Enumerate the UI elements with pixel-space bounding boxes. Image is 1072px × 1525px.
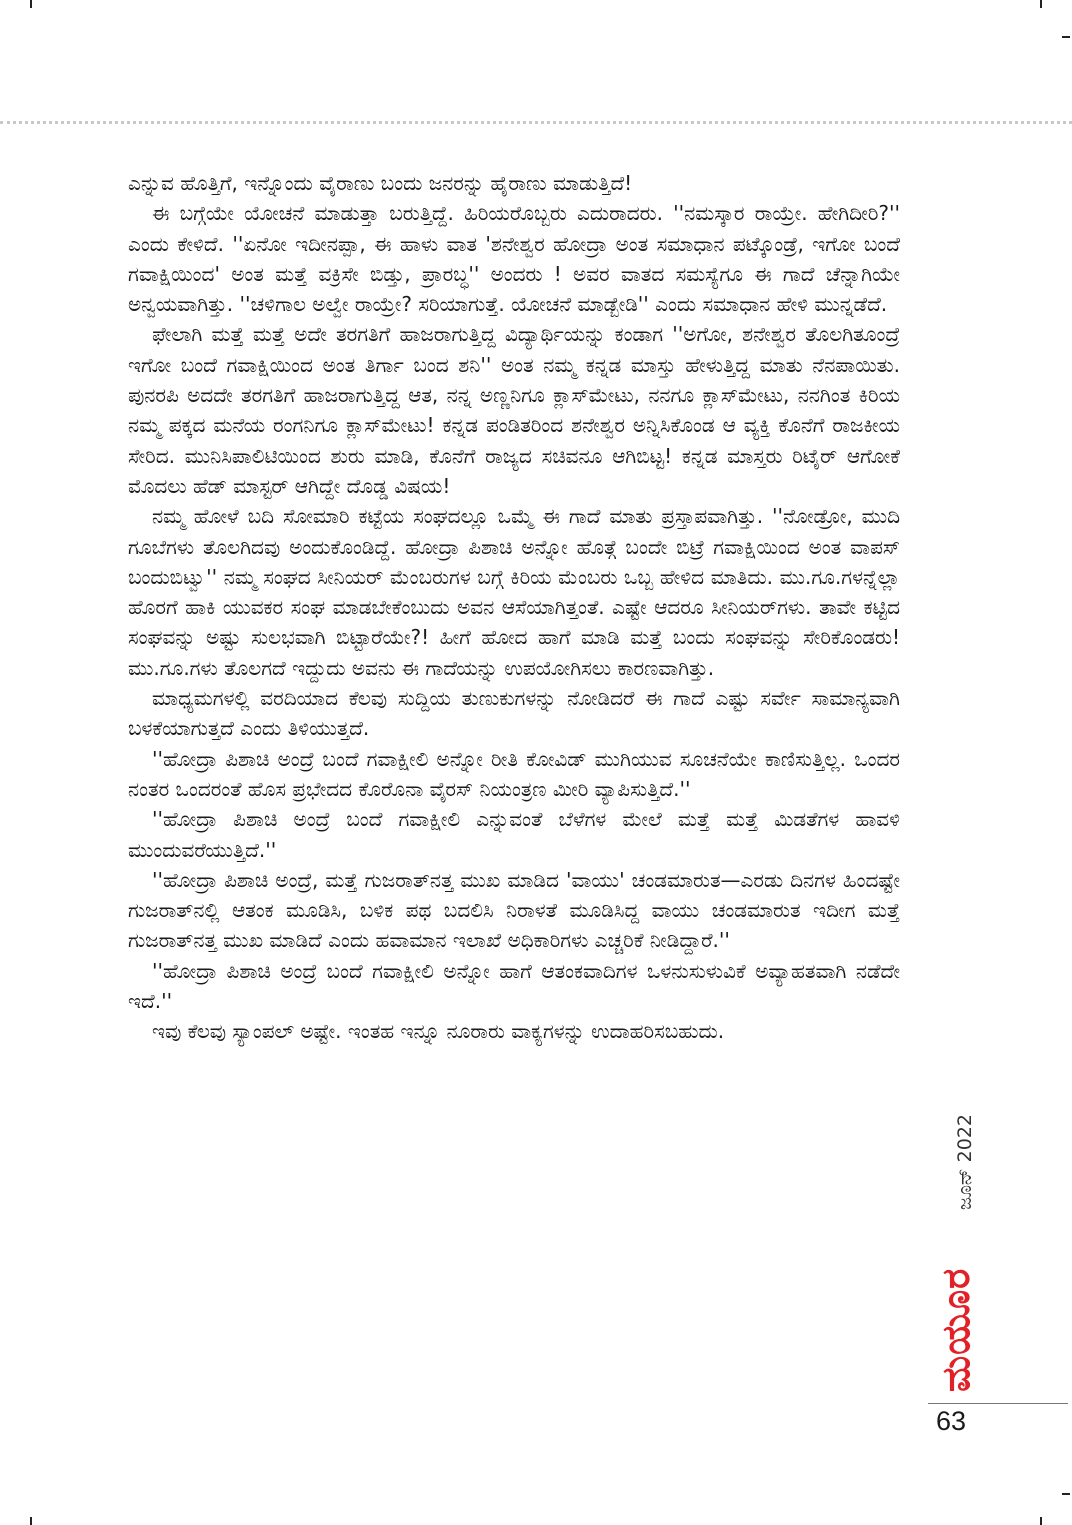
article-paragraph: ಎನ್ನುವ ಹೊತ್ತಿಗೆ, ಇನ್ನೊಂದು ವೈರಾಣು ಬಂದು ಜನರನ್ನು ಹೈರಾಣು ಮಾಡುತ್ತಿದೆ! (128, 171, 633, 195)
page-number: 63 (936, 1406, 967, 1436)
crop-mark-right-lower (1062, 1493, 1070, 1495)
article-paragraph: ''ಹೋದ್ರಾ ಪಿಶಾಚಿ ಅಂದ್ರೆ ಬಂದೆ ಗವಾಕ್ಷೀಲಿ ಎನ್ನುವಂತೆ ಬೆಳೆಗಳ ಮೇಲೆ ಮತ್ತೆ ಮತ್ತೆ ಮಿಡತೆಗಳ ಹಾವಳಿ ಮುಂದುವರೆಯುತ್ತಿದೆ.'' (128, 807, 900, 862)
header-dotted-rule (0, 121, 1072, 124)
magazine-logo-text: ಮಯೂರ (934, 1267, 978, 1392)
article-paragraph: ಈ ಬಗ್ಗೆಯೇ ಯೋಚನೆ ಮಾಡುತ್ತಾ ಬರುತ್ತಿದ್ದೆ. ಹಿರಿಯರೊಬ್ಬರು ಎದುರಾದರು. ''ನಮಸ್ಕಾರ ರಾಯ್ರೇ. ಹೇಗಿದೀರಿ?'' ಎಂದು ಕೇಳಿದೆ. ''ಏನೋ ಇದೀನಪ್ಪಾ, ಈ ಹಾಳು ವಾತ 'ಶನೇಶ್ವರ ಹೋದ್ರಾ ಅಂತ ಸಮಾಧಾನ ಪಟ್ಕೊಂಡ್ರೆ, ಇಗೋ ಬಂದೆ ಗವಾಕ್ಷಿಯಿಂದ' ಅಂತ ಮತ್ತೆ ವಕ್ರಿಸೇ ಬಿಡ್ತು, ಪ್ರಾರಬ್ಧ'' ಅಂದರು ! ಅವರ ವಾತದ ಸಮಸ್ಯೆಗೂ ಈ ಗಾದೆ ಚೆನ್ನಾಗಿಯೇ ಅನ್ವಯವಾಗಿತ್ತು. ''ಚಳಿಗಾಲ ಅಲ್ವೇ ರಾಯ್ರೇ? ಸರಿಯಾಗುತ್ತೆ. ಯೋಚನೆ ಮಾಡ್ಬೇಡಿ'' ಎಂದು ಸಮಾಧಾನ ಹೇಳಿ ಮುನ್ನಡೆದೆ. (128, 201, 900, 317)
article-paragraph: ನಮ್ಮ ಹೋಳೆ ಬದಿ ಸೋಮಾರಿ ಕಟ್ಟೆಯ ಸಂಘದಲ್ಲೂ ಒಮ್ಮೆ ಈ ಗಾದೆ ಮಾತು ಪ್ರಸ್ತಾಪವಾಗಿತ್ತು. ''ನೋಡ್ರೋ, ಮುದಿ ಗೂಬೆಗಳು ತೊಲಗಿದವು ಅಂದುಕೊಂಡಿದ್ದೆ. ಹೋದ್ರಾ ಪಿಶಾಚಿ ಅನ್ನೋ ಹೊತ್ಗೆ ಬಂದೇ ಬಿಟ್ರೆ ಗವಾಕ್ಷಿಯಿಂದ ಅಂತ ವಾಪಸ್ ಬಂದುಬಿಟ್ವು'' ನಮ್ಮ ಸಂಘದ ಸೀನಿಯರ್ ಮೆಂಬರುಗಳ ಬಗ್ಗೆ ಕಿರಿಯ ಮೆಂಬರು ಒಬ್ಬ ಹೇಳಿದ ಮಾತಿದು. ಮು.ಗೂ.ಗಳನ್ನೆಲ್ಲಾ ಹೊರಗೆ ಹಾಕಿ ಯುವಕರ ಸಂಘ ಮಾಡಬೇಕೆಂಬುದು ಅವನ ಆಸೆಯಾಗಿತ್ತಂತೆ. ಎಷ್ಟೇ ಆದರೂ ಸೀನಿಯರ್‌ಗಳು. ತಾವೇ ಕಟ್ಟಿದ ಸಂಘವನ್ನು ಅಷ್ಟು ಸುಲಭವಾಗಿ ಬಿಟ್ಟಾರೆಯೇ?! ಹೀಗೆ ಹೋದ ಹಾಗೆ ಮಾಡಿ ಮತ್ತೆ ಬಂದು ಸಂಘವನ್ನು ಸೇರಿಕೊಂಡರು! ಮು.ಗೂ.ಗಳು ತೊಲಗದೆ ಇದ್ದುದು ಅವನು ಈ ಗಾದೆಯನ್ನು ಉಪಯೋಗಿಸಲು ಕಾರಣವಾಗಿತ್ತು. (128, 504, 900, 680)
crop-mark-right-upper (1062, 36, 1070, 38)
article-paragraph: ''ಹೋದ್ರಾ ಪಿಶಾಚಿ ಅಂದ್ರೆ, ಮತ್ತೆ ಗುಜರಾತ್‌ನತ್ತ ಮುಖ ಮಾಡಿದ 'ವಾಯು' ಚಂಡಮಾರುತ—ಎರಡು ದಿನಗಳ ಹಿಂದಷ್ಟೇ ಗುಜರಾತ್‌ನಲ್ಲಿ ಆತಂಕ ಮೂಡಿಸಿ, ಬಳಿಕ ಪಥ ಬದಲಿಸಿ ನಿರಾಳತೆ ಮೂಡಿಸಿದ್ದ ವಾಯು ಚಂಡಮಾರುತ ಇದೀಗ ಮತ್ತೆ ಗುಜರಾತ್‌ನತ್ತ ಮುಖ ಮಾಡಿದೆ ಎಂದು ಹವಾಮಾನ ಇಲಾಖೆ ಅಧಿಕಾರಿಗಳು ಎಚ್ಚರಿಕೆ ನೀಡಿದ್ದಾರೆ.'' (128, 867, 900, 953)
crop-mark-top-left (30, 0, 32, 8)
page-number-rule (928, 1403, 1068, 1404)
crop-mark-bottom-left (30, 1517, 32, 1525)
article-paragraph: ''ಹೋದ್ರಾ ಪಿಶಾಚಿ ಅಂದ್ರೆ ಬಂದೆ ಗವಾಕ್ಷೀಲಿ ಅನ್ನೋ ರೀತಿ ಕೋವಿಡ್ ಮುಗಿಯುವ ಸೂಚನೆಯೇ ಕಾಣಿಸುತ್ತಿಲ್ಲ. ಒಂದರ ನಂತರ ಒಂದರಂತೆ ಹೊಸ ಪ್ರಭೇದದ ಕೊರೊನಾ ವೈರಸ್ ನಿಯಂತ್ರಣ ಮೀರಿ ವ್ಯಾಪಿಸುತ್ತಿದೆ.'' (128, 746, 900, 801)
article-paragraph: ಇವು ಕೆಲವು ಸ್ಯಾಂಪಲ್ ಅಷ್ಟೇ. ಇಂತಹ ಇನ್ನೂ ನೂರಾರು ವಾಕ್ಯಗಳನ್ನು ಉದಾಹರಿಸಬಹುದು. (152, 1019, 725, 1044)
article-body (128, 168, 900, 1047)
issue-date-text: ಜೂನ್ 2022 (954, 1113, 976, 1210)
crop-mark-bottom-right (1040, 1517, 1042, 1525)
article-paragraph: ಮಾಧ್ಯಮಗಳಲ್ಲಿ ವರದಿಯಾದ ಕೆಲವು ಸುದ್ದಿಯ ತುಣುಕುಗಳನ್ನು ನೋಡಿದರೆ ಈ ಗಾದೆ ಎಷ್ಟು ಸರ್ವೇ ಸಾಮಾನ್ಯವಾಗಿ ಬಳಕೆಯಾಗುತ್ತದೆ ಎಂದು ತಿಳಿಯುತ್ತದೆ. (128, 686, 900, 741)
crop-mark-top-right (1040, 0, 1042, 8)
article-paragraph: ಫೇಲಾಗಿ ಮತ್ತೆ ಮತ್ತೆ ಅದೇ ತರಗತಿಗೆ ಹಾಜರಾಗುತ್ತಿದ್ದ ವಿದ್ಯಾರ್ಥಿಯನ್ನು ಕಂಡಾಗ ''ಅಗೋ, ಶನೇಶ್ವರ ತೊಲಗಿತೂಂದ್ರೆ ಇಗೋ ಬಂದೆ ಗವಾಕ್ಷಿಯಿಂದ ಅಂತ ತಿರ್ಗಾ ಬಂದ ಶನಿ'' ಅಂತ ನಮ್ಮ ಕನ್ನಡ ಮಾಸ್ತು ಹೇಳುತ್ತಿದ್ದ ಮಾತು ನೆನಪಾಯಿತು. ಪುನರಪಿ ಅದದೇ ತರಗತಿಗೆ ಹಾಜರಾಗುತ್ತಿದ್ದ ಆತ, ನನ್ನ ಅಣ್ಣನಿಗೂ ಕ್ಲಾಸ್‌ಮೇಟು, ನನಗೂ ಕ್ಲಾಸ್‌ಮೇಟು, ನನಗಿಂತ ಕಿರಿಯ ನಮ್ಮ ಪಕ್ಕದ ಮನೆಯ ರಂಗನಿಗೂ ಕ್ಲಾಸ್‌ಮೇಟು! ಕನ್ನಡ ಪಂಡಿತರಿಂದ ಶನೇಶ್ವರ ಅನ್ನಿಸಿಕೊಂಡ ಆ ವ್ಯಕ್ತಿ ಕೊನೆಗೆ ರಾಜಕೀಯ ಸೇರಿದ. ಮುನಿಸಿಪಾಲಿಟಿಯಿಂದ ಶುರು ಮಾಡಿ, ಕೊನೆಗೆ ರಾಜ್ಯದ ಸಚಿವನೂ ಆಗಿಬಿಟ್ಟ! ಕನ್ನಡ ಮಾಸ್ತರು ರಿಟೈರ್ ಆಗೋಕೆ ಮೊದಲು ಹೆಡ್ ಮಾಸ್ಟರ್ ಆಗಿದ್ದೇ ದೊಡ್ಡ ವಿಷಯ! (128, 322, 900, 498)
article-paragraph: ''ಹೋದ್ರಾ ಪಿಶಾಚಿ ಅಂದ್ರೆ ಬಂದೆ ಗವಾಕ್ಷೀಲಿ ಅನ್ನೋ ಹಾಗೆ ಆತಂಕವಾದಿಗಳ ಒಳನುಸುಳುವಿಕೆ ಅವ್ಯಾಹತವಾಗಿ ನಡೆದೇ ಇದೆ.'' (128, 958, 900, 1014)
